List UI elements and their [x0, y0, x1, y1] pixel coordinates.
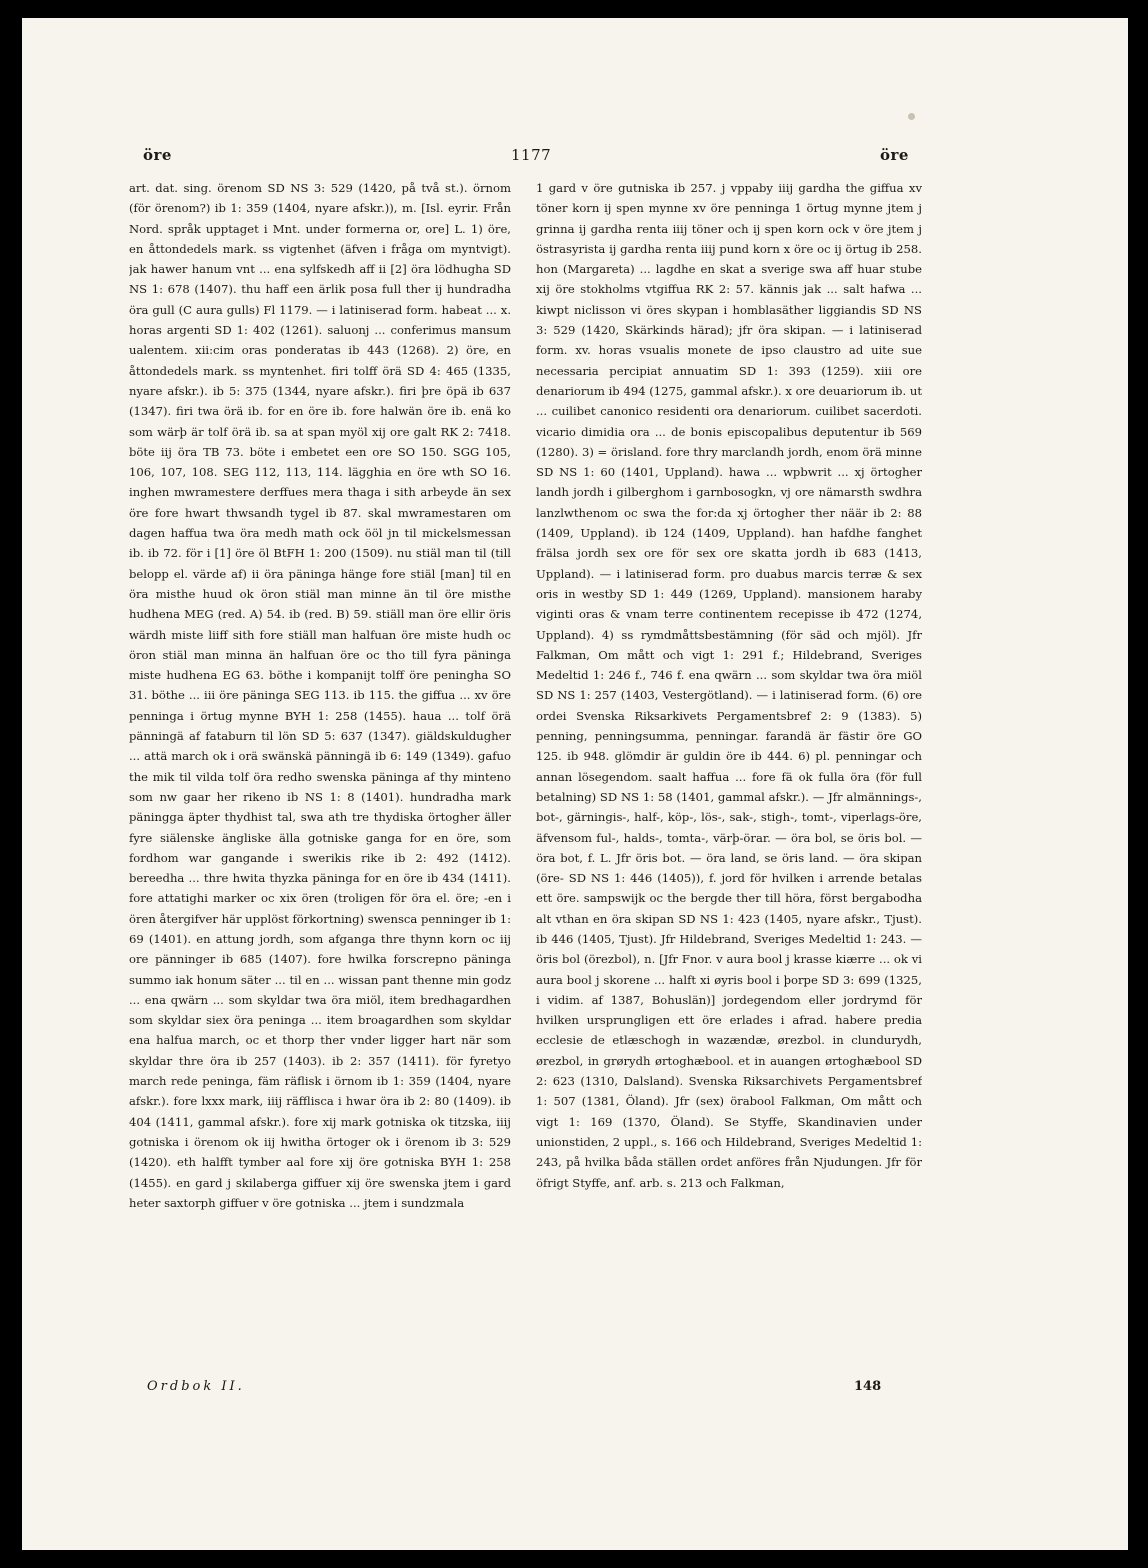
- page-number: 1177: [511, 146, 552, 164]
- left-column-text: art. dat. sing. örenom SD NS 3: 529 (1420, på två st.). örnom (för örenom?) ib 1: 359 (1404, nyare afskr.)), m. [Isl. eyrir. Från Nord. språk upptaget i Mnt. under formerna or, ore] L. 1) öre, en åttondedels mark. ss vigtenhet (äfven i fråga om myntvigt). jak hawer hanum vnt ... ena sylfskedh aff ii [2] öra lödhugha SD NS 1: 678 (1407). thu haff een ärlik posa full ther ij hundradha öra gull (C aura gulls) Fl 1179. — i latiniserad form. habeat ... x. horas argenti SD 1: 402 (1261). saluonj ... conferimus mansum ualentem. xii:cim oras ponderatas ib 443 (1268). 2) öre, en åttondedels mark. ss myntenhet. firi tolff örä SD 4: 465 (1335, nyare afskr.). ib 5: 375 (1344, nyare afskr.). firi þre öрä ib 637 (1347). firi twa örä ib. for en öre ib. fore halwän öre ib. enä ko som wärþ är tolf örä ib. sa at span myöl xij ore galt RK 2: 7418. böte iij öra TB 73. böte i embetet een ore SO 150. SGG 105, 106, 107, 108. SEG 112, 113, 114. lägghia en öre wth SO 16. inghen mwramestere derffues mera thaga i sith arbeyde än sex öre fore hwart thwsandh tygel ib 87. skal mwramestaren om dagen haffua twa öra medh math ock ööl jn til mickelsmessan ib. ib 72. för i [1] öre öl BtFH 1: 200 (1509). nu stiäl man til (till belopp el. värde af) ii öra päninga hänge fore stiäl [man] til en öra misthe huud ok öron stiäl man minne än til öre misthe hudhena MEG (red. A) 54. ib (red. B) 59. stiäll man öre ellir öris wärdh miste liiff sith fore stiäll man halfuan öre miste hudh oc öron stiäl man minna än halfuan öre oc tho till fyra päninga miste hudhena EG 63. böthe i kompanijt tolff öre peningha SO 31. böthe ... iii öre päninga SEG 113. ib 115. the giffua ... xv öre penninga i örtug mynne BYH 1: 258 (1455). haua ... tolf örä pänningä af fataburn til lön SD 5: 637 (1347). giäldskuldugher ... attä march ok i orä swänskä pänningä ib 6: 149 (1349). gafuo the mik til vilda tolf öra redho swenska päninga af thy minteno som nw gaar her rikeno ib NS 1: 8 (1401). hundradha mark päningga äpter thydhist tal, swa ath tre thydiska örtogher äller fyre siälenske ängliske älla gotniske ganga for en öre, som fordhom war gangande i swerikis rike ib 2: 492 (1412). bereedha ... thre hwita thyzka päninga for en öre ib 434 (1411). fore attatighi marker oc xix ören (troligen för öra el. öre; -en i ören återgifver här upplöst förkortning) swensca penninger ib 1: 69 (1401). en attung jordh, som afganga thre thynn korn oc iij ore pänninger ib 685 (1407). fore hwilka forscrepno päninga summo iak honum säter ... til en ... wissan pant thenne min godz ... ena qwärn ... som skyldar twa öra miöl, item bredhagardhen som skyldar siex öra peninga ... item broagardhen som skyldar ena halfua march, oc et thorp ther vnder ligger hart när som skyldar thre öra ib 257 (1403). ib 2: 357 (1411). för fyretyo march rede peninga, fäm räflisk i örnom ib 1: 359 (1404, nyare afskr.). fore lxxx mark, iiij räfflisca i hwar öra ib 2: 80 (1409). ib 404 (1411, gammal afskr.). fore xij mark gotniska ok titzska, iiij gotniska i örenom ok iij hwitha örtoger ok i örenom ib 3: 529 (1420). eth halfft tymber aal fore xij öre gotniska BYH 1: 258 (1455). en gard j skilaberga giffuer xij öre swenska jtem i gard heter saxtorph giffuer v öre gotniska ... jtem i sundzmala: [129, 181, 511, 1210]
- right-column-text: 1 gard v öre gutniska ib 257. j vppaby iiij gardha the giffua xv töner korn ij spen mynne xv öre penninga 1 örtug mynne jtem j grinna ij gardha renta iiij töner och ij spen korn ock v öre jtem j östrasyrista ij gardha renta iiij pund korn x öre oc ij örtug ib 258. hon (Margareta) ... lagdhe en skat a sverige swa aff huar stube xij öre stokholms vtgiffua RK 2: 57. kännis jak ... salt hafwa ... kiwpt niclisson vi öres skypan i homblasäther liggiandis SD NS 3: 529 (1420, Skärkinds härad); jfr öra skipan. — i latiniserad form. xv. horas vsualis monete de ipso claustro ad uite sue necessaria percipiat annuatim SD 1: 393 (1259). xiii ore denariorum ib 494 (1275, gammal afskr.). x ore deuariorum ib. ut ... cuilibet canonico residenti ora denariorum. cuilibet sacerdoti. vicario dimidia ora ... de bonis episcopalibus deputentur ib 569 (1280). 3) = örisland. fore thry marclandh jordh, enom örä minne SD NS 1: 60 (1401, Uppland). hawa ... wpbwrit ... xj örtogher landh jordh i gilberghom i garnbosogkn, vj ore nämarsth swdhra lanzlwthenom oc swa the for:da xj örtogher ther näär ib 2: 88 (1409, Uppland). ib 124 (1409, Uppland). han hafdhe fanghet frälsa jordh sex ore för sex ore skatta jordh ib 683 (1413, Uppland). — i latiniserad form. pro duabus marcis terræ & sex oris in westby SD 1: 449 (1269, Uppland). mansionem haraby viginti oras & vnam terre continentem recepisse ib 472 (1274, Uppland). 4) ss rymdmåttsbestämning (för säd och mjöl). Jfr Falkman, Om mått och vigt 1: 291 f.; Hildebrand, Sveriges Medeltid 1: 246 f., 746 f. ena qwärn ... som skyldar twa öra miöl SD NS 1: 257 (1403, Vestergötland). — i latiniserad form. (6) ore ordei Svenska Riksarkivets Pergamentsbref 2: 9 (1383). 5) penning, penningsumma, penningar. farandä är fästir öre GO 125. ib 948. glömdir är guldin öre ib 444. 6) pl. penningar och annan lösegendom. saalt haffua ... fore fä ok fulla öra (för full betalning) SD NS 1: 58 (1401, gammal afskr.). — Jfr almännings-, bot-, gärningis-, half-, köp-, lös-, sak-, stigh-, tomt-, viperlags-öre, äfvensom ful-, halds-, tomta-, värþ-örar. — öra bol, se öris bol. — öra bot, f. L. Jfr öris bot. — öra land, se öris land. — öra skipan (öre- SD NS 1: 446 (1405)), f. jord för hvilken i arrende betalas ett öre. sampswijk oc the bergde ther till höra, först bergabodha alt vthan en öra skipan SD NS 1: 423 (1405, nyare afskr., Tjust). ib 446 (1405, Tjust). Jfr Hildebrand, Sveriges Medeltid 1: 243. — öris bol (örezbol), n. [Jfr Fnor. v aura bool j krasse kiærre ... ok vi aura bool j skorene ... halft xi øyris bool i þorpe SD 3: 699 (1325, i vidim. af 1387, Bohuslän)] jordegendom eller jordrymd för hvilken ursprungligen ett öre erlades i afrad. habere predia ecclesie de etlæschogh in wazændæ, ørezbol. in clundurydh, ørezbol, in grørydh ørtoghæbool. et in auangen ørtoghæbool SD 2: 623 (1310, Dalsland). Svenska Riksarchivets Pergamentsbref 1: 507 (1381, Öland). Jfr (sex) örabool Falkman, Om mått och vigt 1: 169 (1370, Öland). Se Styffe, Skandinavien under unionstiden, 2 uppl., s. 166 och Hildebrand, Sveriges Medeltid 1: 243, på hvilka båda ställen ordet anföres från Njudungen. Jfr för öfrigt Styffe, anf. arb. s. 213 och Falkman,: [536, 181, 922, 1190]
- footer-signature: Ordbok II.: [147, 1379, 245, 1394]
- right-column: [536, 178, 922, 1308]
- header-right-word: öre: [880, 146, 909, 164]
- paper-spot: [908, 113, 915, 120]
- left-column: [129, 178, 511, 1308]
- footer-sheet-number: 148: [854, 1379, 882, 1394]
- header-left-word: öre: [143, 146, 172, 164]
- dictionary-page: [22, 18, 1128, 1550]
